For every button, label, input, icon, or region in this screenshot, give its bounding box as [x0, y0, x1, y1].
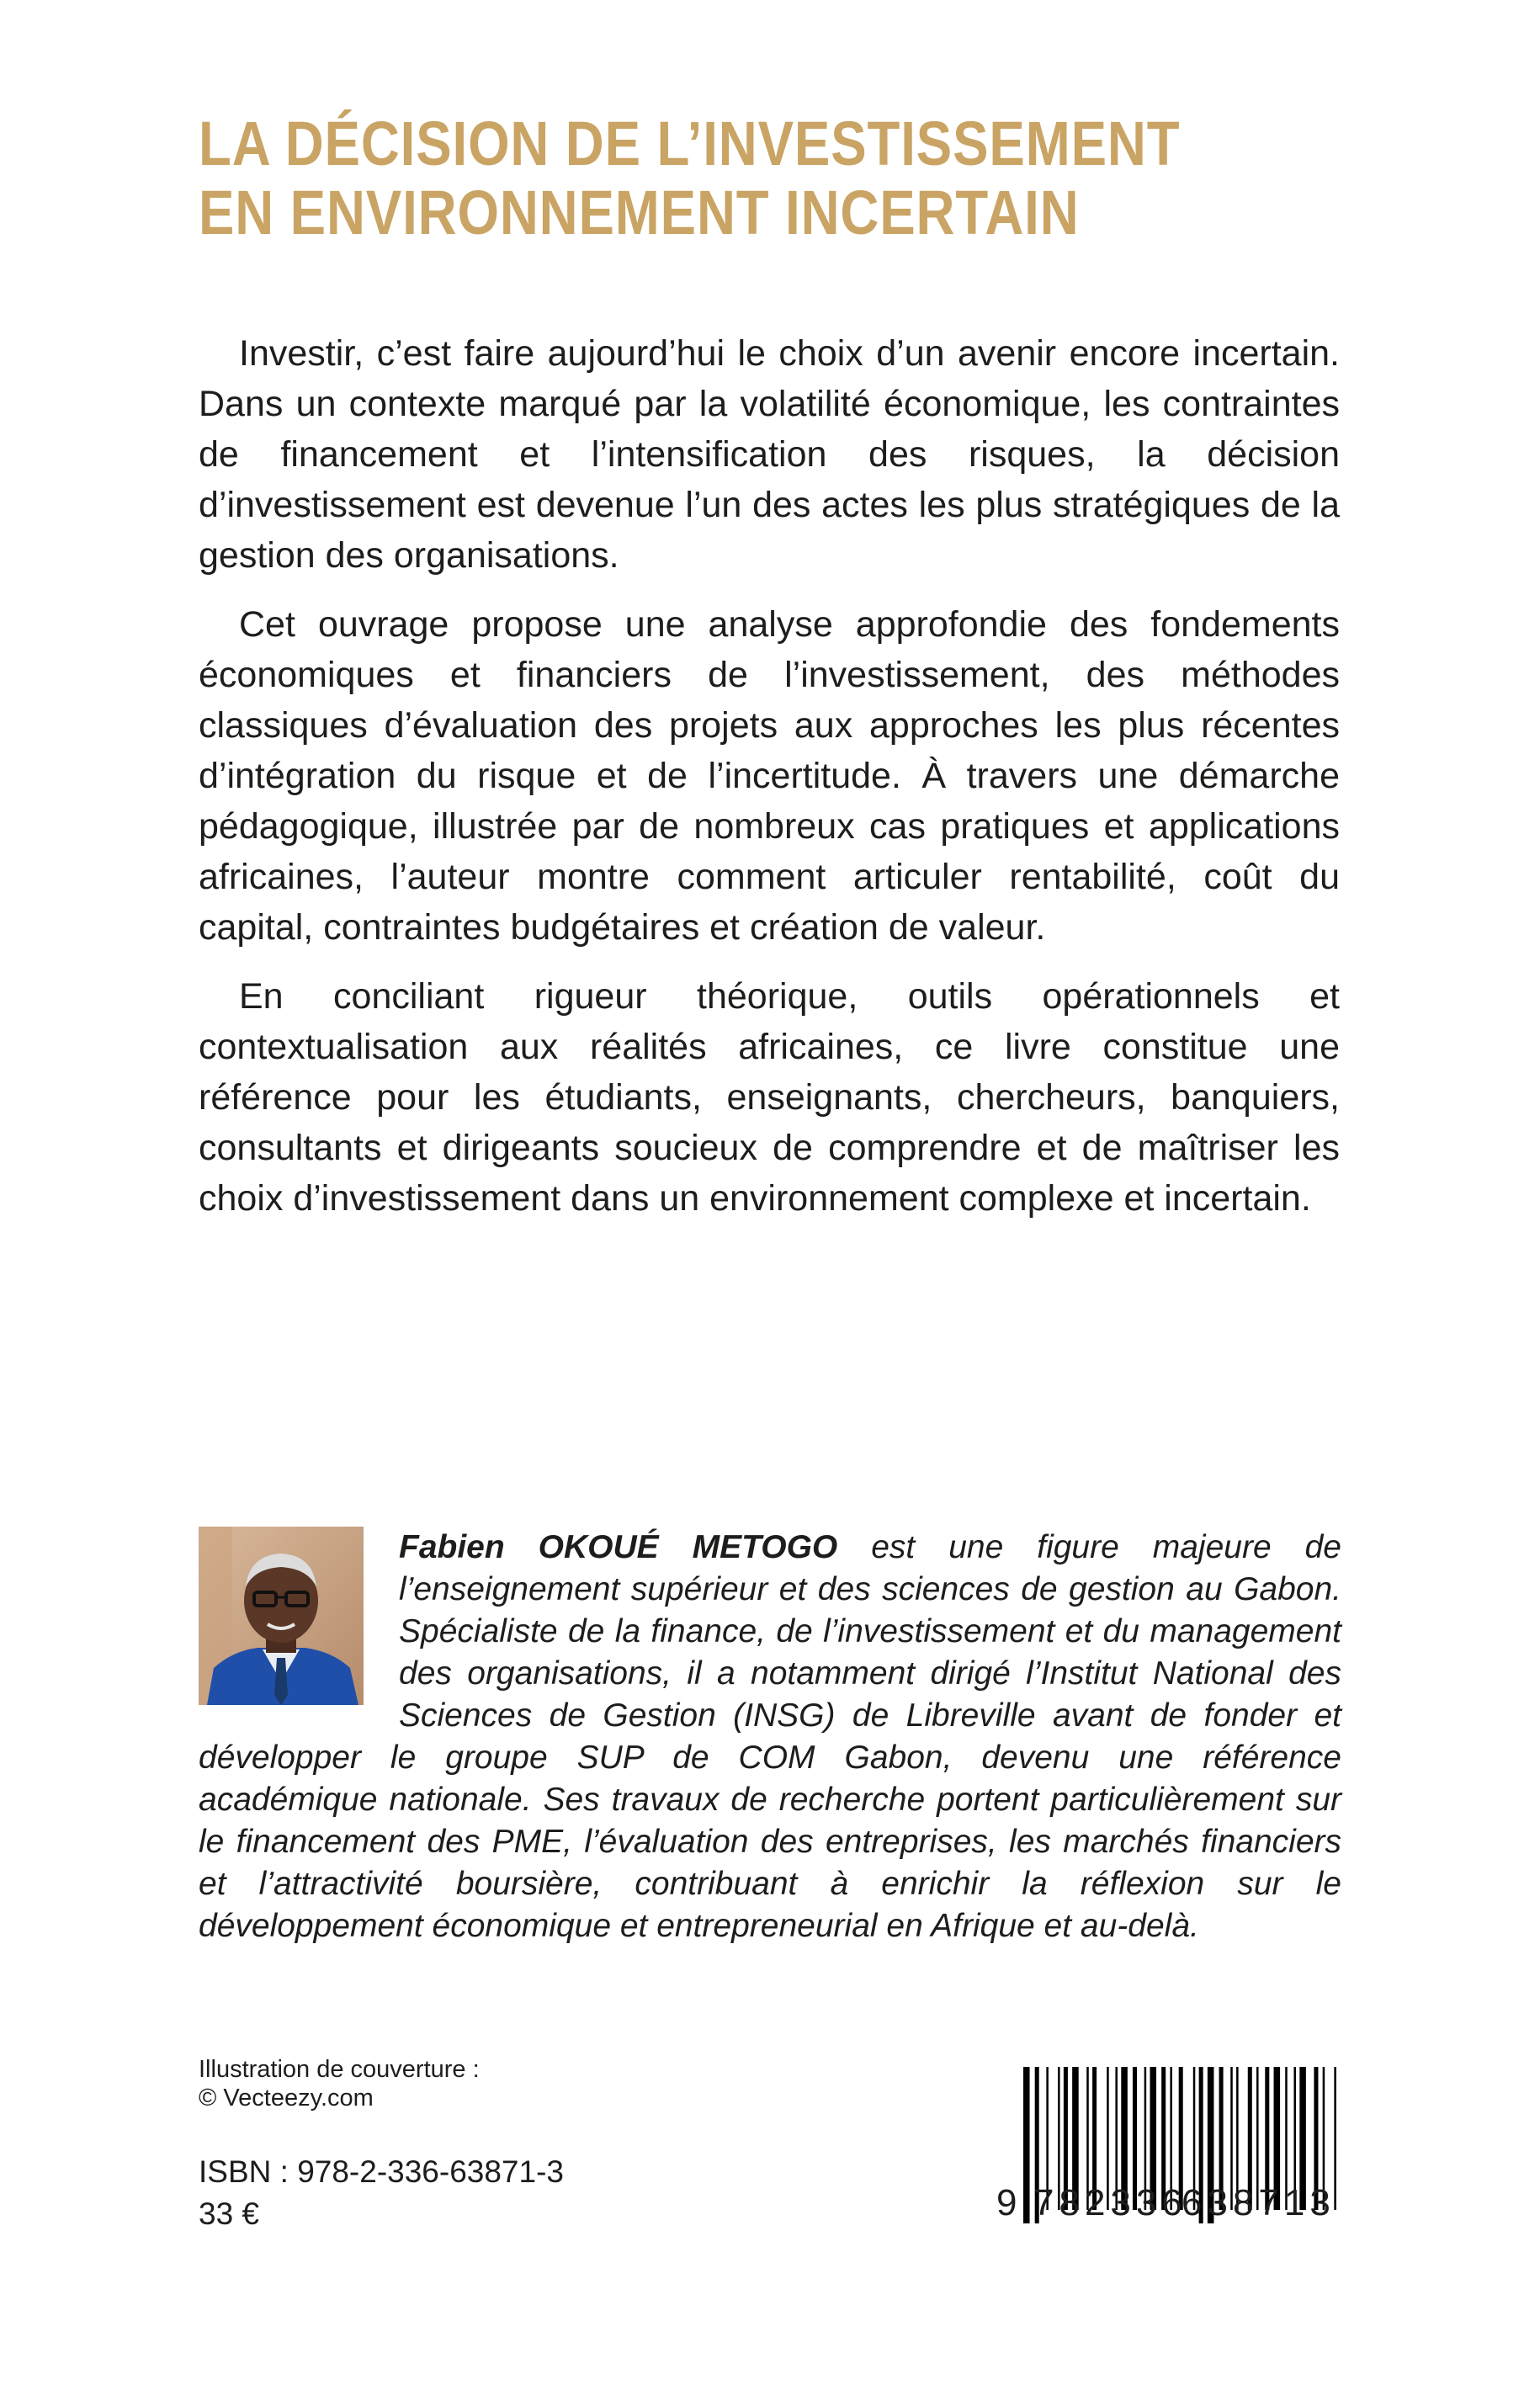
author-bio-text: est une figure majeure de l’enseignement supérieur et des sciences de gestion au Gabon. Spécialiste de la finance, de l’investissement et du management des organisations, il a notamment dirigé l’Institut National des Sciences de Gestion (INSG) de Libreville avant de fonder et développer le groupe SUP de COM Gabon, devenu une référence académique nationale. Ses travaux de recherche portent particulièrement sur le financement des PME, l’évaluation des entreprises, les marchés financiers et l’attractivité boursière, contribuant à enrichir la réflexion sur le développement économique et entrepreneurial en Afrique et au-delà.	[199, 1529, 1341, 1944]
author-name: Fabien OKOUÉ METOGO	[399, 1529, 838, 1565]
book-title-line-2: EN ENVIRONNEMENT INCERTAIN	[199, 178, 1080, 247]
isbn-block	[199, 2151, 564, 2235]
blurb-paragraph-2: Cet ouvrage propose une analyse approfondie des fondements économiques et financiers de l’investissement, des méthodes classiques d’évaluation des projets aux approches les plus récentes d’intégration du risque et de l’incertitude. À travers une démarche pédagogique, illustrée par de nombreux cas pratiques et applications africaines, l’auteur montre comment articuler rentabilité, coût du capital, contraintes budgétaires et création de valeur.	[199, 604, 1340, 948]
author-bio	[199, 1527, 1341, 1947]
credit-source: © Vecteezy.com	[199, 2085, 374, 2111]
book-blurb	[199, 328, 1340, 1242]
price: 33 €	[199, 2196, 260, 2231]
book-title-line-1: LA DÉCISION DE L’INVESTISSEMENT	[199, 109, 1181, 178]
cover-credit	[199, 2055, 480, 2112]
blurb-paragraph-3: En conciliant rigueur théorique, outils opérationnels et contextualisation aux réalités africaines, ce livre constitue une référence pour les étudiants, enseignants, chercheurs, banquiers, consultants et dirigeants soucieux de comprendre et de maîtriser les choix d’investissement dans un environnement complexe et incertain.	[199, 976, 1340, 1219]
barcode-group-1: 782336	[1033, 2182, 1187, 2223]
barcode-digits	[993, 2180, 1338, 2227]
author-photo-spacer	[199, 1527, 399, 1705]
isbn-number: ISBN : 978-2-336-63871-3	[199, 2154, 564, 2189]
credit-label: Illustration de couverture :	[199, 2056, 480, 2083]
book-title	[199, 109, 1212, 247]
barcode-group-2: 638713	[1182, 2182, 1336, 2223]
barcode-first-digit: 9	[996, 2182, 1017, 2223]
blurb-paragraph-1: Investir, c’est faire aujourd’hui le choix d’un avenir encore incertain. Dans un contexte marqué par la volatilité économique, les contraintes de financement et l’intensification des risques, la décision d’investissement est devenue l’un des actes les plus stratégiques de la gestion des organisations.	[199, 333, 1340, 576]
